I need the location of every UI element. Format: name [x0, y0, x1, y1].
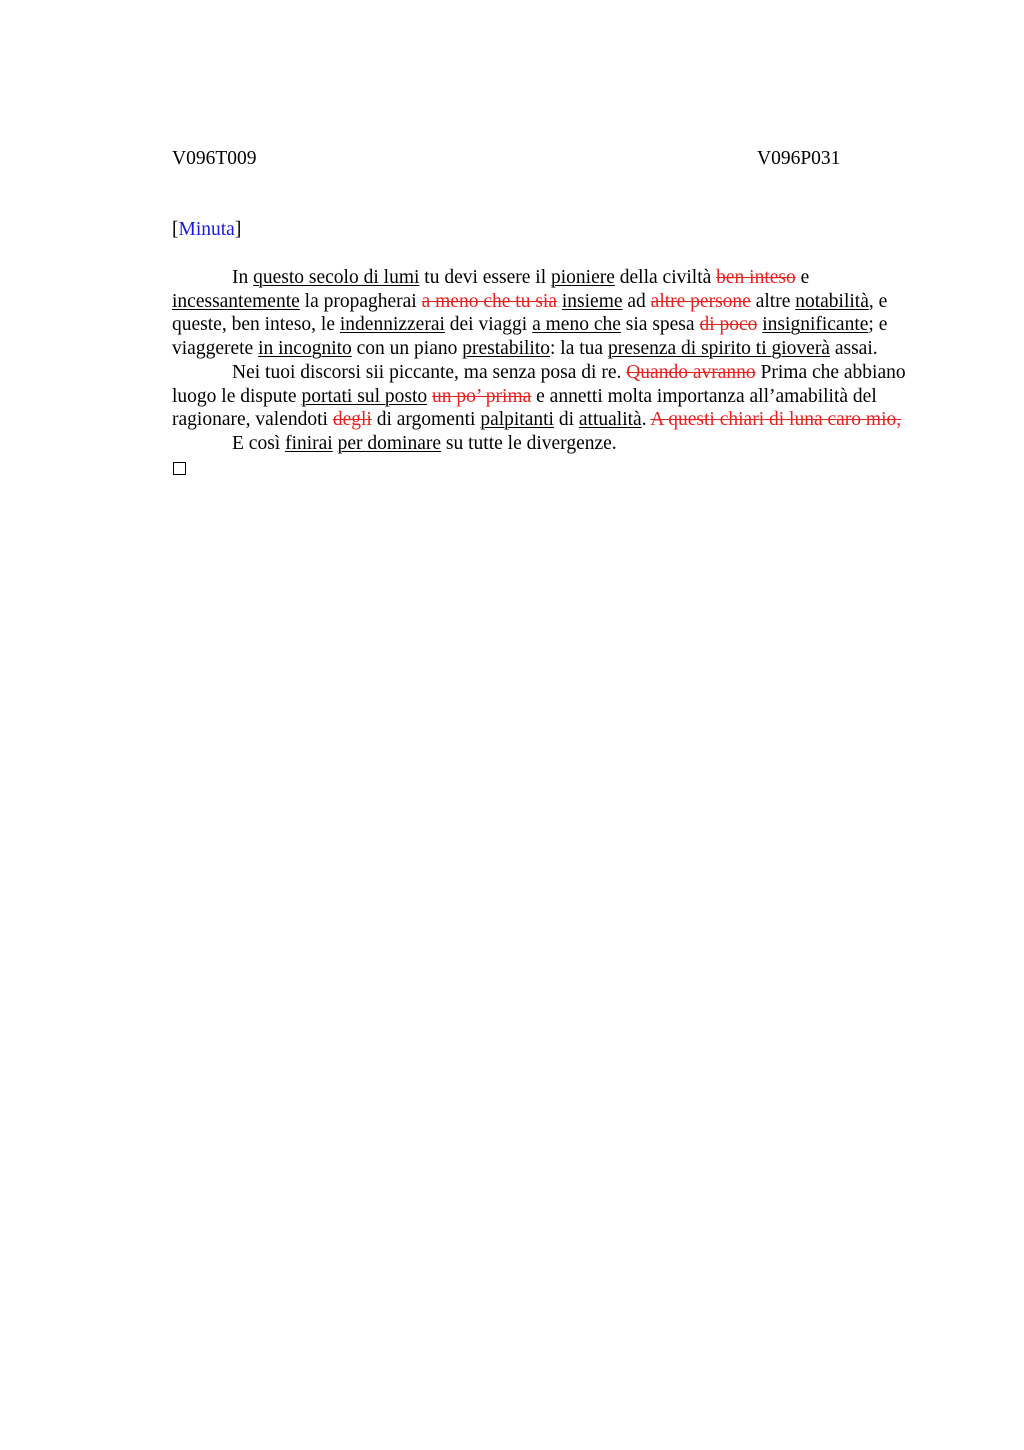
deleted-text: un po’ prima [432, 385, 532, 407]
paragraph [172, 266, 932, 361]
text-run: la propagherai [299, 290, 422, 312]
underlined-text: notabilità [795, 290, 869, 312]
text-run: e annetti molta importanza all’amabilità del ragionare, valendoti [172, 385, 877, 431]
underlined-text: a meno che [532, 314, 621, 336]
text-run: . [641, 409, 651, 431]
paragraph [172, 432, 932, 456]
bracket-open: [ [172, 219, 179, 240]
text-run: sia spesa [620, 314, 700, 336]
underlined-text: palpitanti [480, 409, 554, 431]
text-run: E così [232, 432, 286, 454]
empty-square-icon [173, 462, 186, 475]
bracket-close: ] [234, 219, 242, 240]
deleted-text: degli [332, 409, 372, 431]
underlined-text: presenza di spirito ti gioverà [607, 338, 830, 360]
text-run: : la tua [550, 338, 608, 360]
deleted-text: di poco [699, 314, 758, 336]
underlined-text: insieme [561, 290, 623, 312]
section-label-text: Minuta [178, 219, 235, 240]
text-run: tu devi essere il [419, 267, 551, 288]
text-run: altre [750, 290, 796, 312]
text-run: su tutte le divergenze. [441, 432, 617, 454]
document-code-right: V096P031 [757, 148, 841, 169]
text-run: Prima che abbiano luogo le dispute [172, 361, 906, 407]
text-run: con un piano [351, 338, 463, 360]
text-run: della civiltà [614, 267, 717, 288]
underlined-text: indennizzerai [339, 314, 445, 336]
underlined-text: questo secolo di lumi [253, 267, 420, 288]
underlined-text: insignificante [762, 314, 869, 336]
underlined-text: finirai [285, 432, 333, 454]
text-run: ad [622, 290, 651, 312]
underlined-text: per dominare [337, 432, 442, 454]
paragraph [172, 361, 932, 432]
document-body [172, 266, 932, 475]
document-code-left: V096T009 [172, 148, 257, 169]
deleted-text: altre persone [650, 290, 751, 312]
text-run: assai. [829, 338, 878, 360]
deleted-text: A questi chiari di luna caro mio, [650, 409, 902, 431]
text-run: Nei tuoi discorsi sii piccante, ma senza posa di re. [232, 361, 627, 383]
section-label [172, 218, 241, 242]
text-run: e [795, 267, 810, 288]
deleted-text: a meno che tu sia [421, 290, 557, 312]
underlined-text: pioniere [551, 267, 615, 288]
deleted-text: ben inteso [716, 267, 796, 288]
underlined-text: attualità [578, 409, 642, 431]
underlined-text: in incognito [258, 338, 352, 360]
text-run: ; e viaggerete [172, 314, 888, 360]
text-run: dei viaggi [444, 314, 533, 336]
deleted-text: Quando avranno [626, 361, 756, 383]
text-run: di argomenti [371, 409, 481, 431]
text-run: di [553, 409, 579, 431]
text-run: , e queste, ben inteso, le [172, 290, 888, 336]
text-run: In [232, 267, 254, 288]
underlined-text: incessantemente [172, 290, 300, 312]
document-page [172, 0, 932, 1450]
underlined-text: prestabilito [462, 338, 550, 360]
underlined-text: portati sul posto [301, 385, 428, 407]
